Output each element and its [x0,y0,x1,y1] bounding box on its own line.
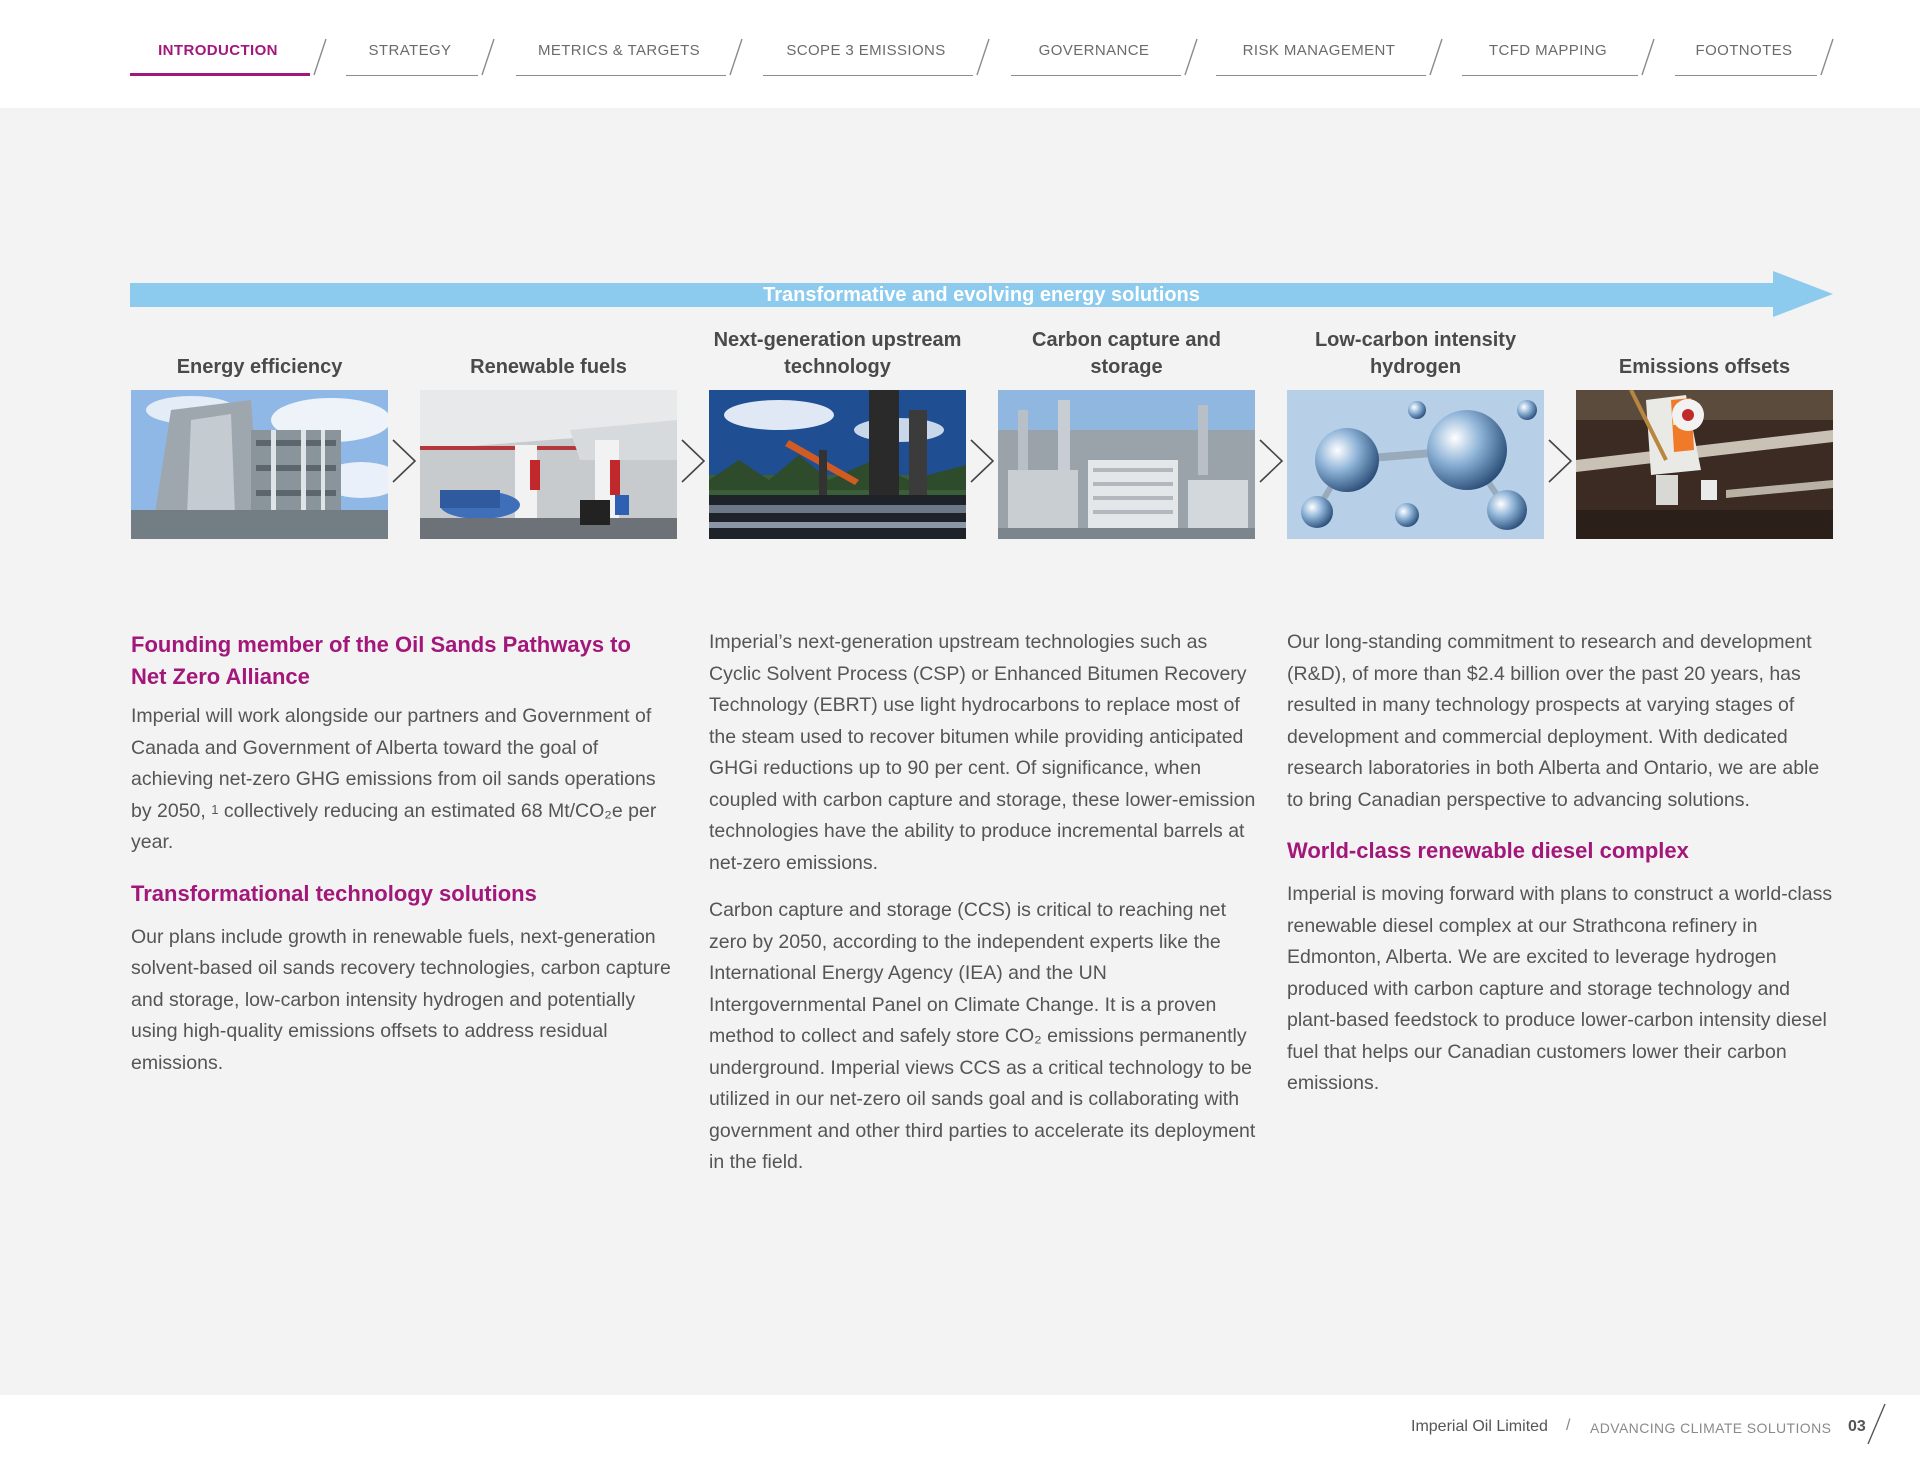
chevron-right-icon [678,438,708,484]
page-footer [0,1395,1920,1484]
molecules-photo [1287,390,1544,539]
tab-label: SCOPE 3 EMISSIONS [786,42,946,59]
section-paragraph: Our plans include growth in renewable fuels, next-generation solvent-based oil sands recovery technologies, carbon capture and storage, low-carbon intensity hydrogen and potentially using high-quality emissions offsets to address residual emissions. [131,925,671,1074]
chevron-right-icon [967,438,997,484]
tab-governance[interactable] [1011,28,1199,78]
top-navigation [0,0,1920,108]
tab-footnotes[interactable] [1675,28,1835,78]
tab-label: STRATEGY [368,42,452,59]
tab-label: GOVERNANCE [1038,42,1150,59]
slash-divider-icon [302,38,328,76]
tab-label: INTRODUCTION [158,42,278,59]
solution-emissions-offsets [1576,323,1833,539]
tab-tcfd-mapping[interactable] [1462,28,1656,78]
tab-underline [1675,75,1817,76]
tree-planting-photo [1576,390,1833,539]
slash-divider-icon [1173,38,1199,76]
slash-divider-icon [1865,1403,1887,1445]
solution-low-carbon-hydrogen [1287,323,1544,539]
section-paragraph: Imperial’s next-generation upstream technologies such as Cyclic Solvent Process (CSP) or Enhanced Bitumen Recovery Technology (EBRT) use light hydrocarbons to replace most of the steam used to recover bitumen while providing anticipated GHGi reductions up to 90 per cent. Of significance, when coupled with carbon capture and storage, these lower-emission technologies have the ability to produce incremental barrels at net-zero emissions. [709,631,1256,874]
section-paragraph: Our long-standing commitment to research and development (R&D), of more than $2.4 billion over the past 20 years, has resulted in many technology prospects at varying stages of development and commercial deployment. With dedicated research laboratories in both Alberta and Ontario, we are able to bring Canadian perspective to advancing solutions. [1287,631,1820,811]
tab-label: METRICS & TARGETS [537,42,701,59]
section-heading: Transformational technology solutions [131,880,537,906]
tab-metrics-targets[interactable] [516,28,744,78]
tab-scope-3-emissions[interactable] [763,28,991,78]
paragraph-text: collectively reducing an estimated 68 Mt/CO₂e per year. [131,799,657,853]
tab-introduction[interactable] [130,28,328,78]
tab-underline [1216,75,1426,76]
footer-separator: / [1566,1417,1571,1434]
section-heading: World-class renewable diesel complex [1287,838,1689,863]
tab-underline [1011,75,1181,76]
slash-divider-icon [718,38,744,76]
column-upstream-ccs [709,621,1257,1179]
gas-station-photo [420,390,677,539]
refinery-tower-photo [131,390,388,539]
slash-divider-icon [470,38,496,76]
solution-renewable-fuels [420,323,677,539]
pumpjack-photo [709,390,966,539]
tab-underline [346,75,478,76]
column-alliance [131,621,679,1079]
solution-carbon-capture-storage [998,323,1255,539]
section-heading: Founding member of the Oil Sands Pathways to Net Zero Alliance [131,632,631,689]
tab-label: RISK MANAGEMENT [1242,42,1396,59]
tab-underline [1462,75,1638,76]
chevron-right-icon [1256,438,1286,484]
slash-divider-icon [965,38,991,76]
industrial-plant-photo [998,390,1255,539]
section-paragraph: Imperial is moving forward with plans to construct a world-class renewable diesel complex at our Strathcona refinery in Edmonton, Alberta. We are excited to leverage hydrogen produced with carbon capture and storage technology and plant-based feedstock to produce lower-carbon intensity diesel fuel that helps our Canadian customers lower their carbon emissions. [1287,883,1833,1094]
section-paragraph [131,701,679,859]
page-number: 03 [1848,1418,1866,1435]
tab-label: FOOTNOTES [1695,42,1793,59]
tab-label: TCFD MAPPING [1488,42,1608,59]
solution-title: Next-generation upstream technology [713,329,962,378]
tab-risk-management[interactable] [1216,28,1444,78]
banner-title: Transformative and evolving energy solutions [763,284,1200,306]
tab-underline [516,75,726,76]
solution-title: Energy efficiency [176,356,343,378]
solutions-arrow-banner [130,271,1833,317]
column-rd-diesel [1287,621,1835,1100]
slash-divider-icon [1418,38,1444,76]
solution-title: Emissions offsets [1618,356,1791,378]
tab-strategy[interactable] [346,28,496,78]
solution-energy-efficiency [131,323,388,539]
solution-next-generation-upstream [709,323,966,539]
chevron-right-icon [1545,438,1575,484]
paragraph-text: Imperial will work alongside our partners and Government of Canada and Government of Alberta toward the goal of achieving net-zero GHG emissions from oil sands operations by 2050, [131,705,656,822]
solution-title: Renewable fuels [470,356,627,378]
chevron-right-icon [389,438,419,484]
slash-divider-icon [1809,38,1835,76]
main-content [0,108,1920,1395]
footnote-reference[interactable]: 1 [211,801,219,817]
slash-divider-icon [1630,38,1656,76]
footer-report-title: ADVANCING CLIMATE SOLUTIONS [1590,1420,1832,1436]
tab-underline [763,75,973,76]
solution-title: Carbon capture and storage [1032,329,1221,378]
tab-underline [130,73,310,76]
solution-title: Low-carbon intensity hydrogen [1314,329,1517,378]
section-paragraph: Carbon capture and storage (CCS) is critical to reaching net zero by 2050, according to the independent experts like the International Energy Agency (IEA) and the UN Intergovernmental Panel on Climate Change. It is a proven method to collect and safely store CO₂ emissions permanently underground. Imperial views CCS as a critical technology to be utilized in our net-zero oil sands goal and is collaborating with government and other third parties to accelerate its deployment in the field. [709,899,1256,1173]
footer-company: Imperial Oil Limited [1411,1418,1548,1435]
